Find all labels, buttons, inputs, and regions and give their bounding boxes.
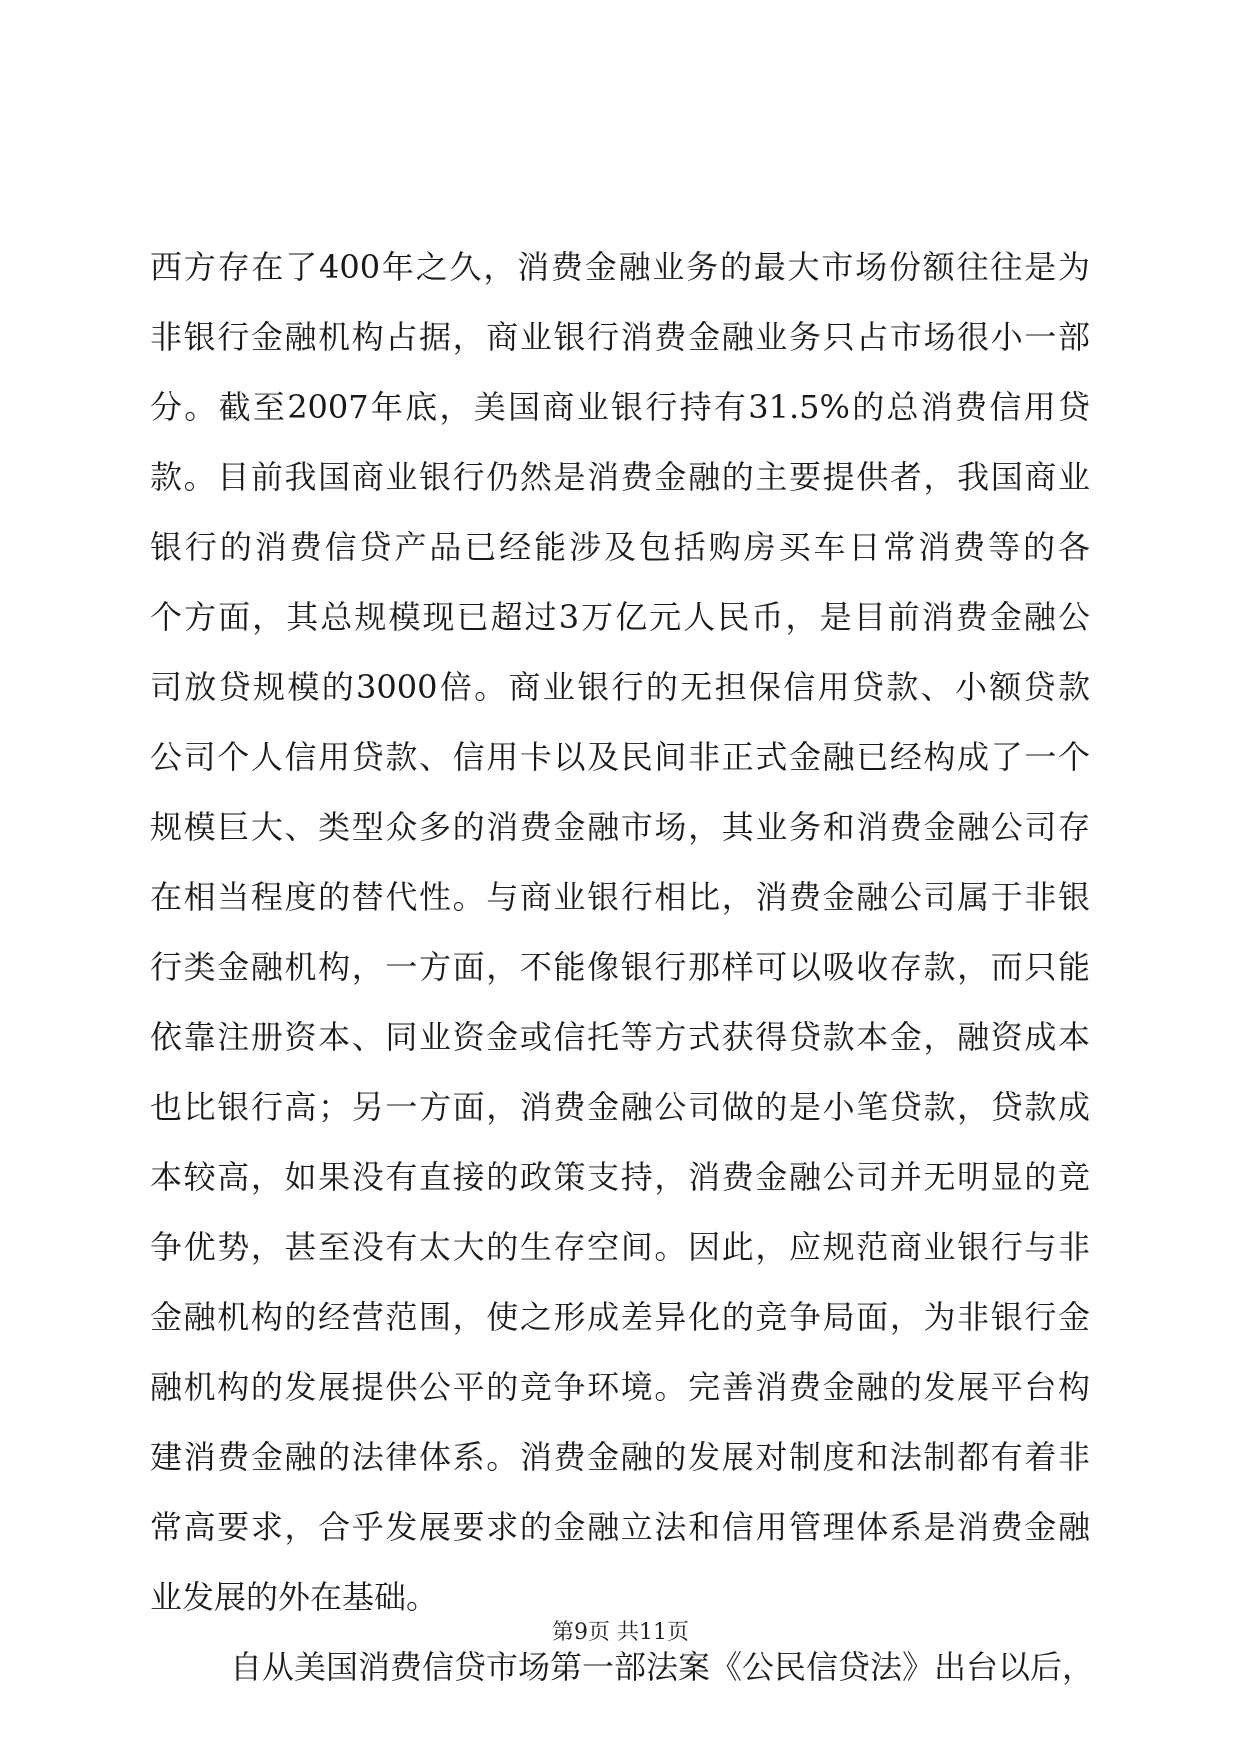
text-line: 非银行金融机构占据，商业银行消费金融业务只占市场很小一部: [150, 318, 1090, 356]
text-line: 依靠注册资本、同业资金或信托等方式获得贷款本金，融资成本: [150, 1018, 1090, 1056]
text-line: 司放贷规模的3000倍。商业银行的无担保信用贷款、小额贷款: [150, 668, 1090, 706]
text-line: 争优势，甚至没有太大的生存空间。因此，应规范商业银行与非: [150, 1228, 1090, 1266]
text-line: 行类金融机构，一方面，不能像银行那样可以吸收存款，而只能: [150, 948, 1090, 986]
page-number: 第9页 共11页: [552, 1620, 689, 1645]
text-line: 分。截至2007年底，美国商业银行持有31.5%的总消费信用贷: [150, 388, 1090, 426]
text-line: 也比银行高；另一方面，消费金融公司做的是小笔贷款，贷款成: [150, 1088, 1090, 1126]
text-line: 常高要求，合乎发展要求的金融立法和信用管理体系是消费金融: [150, 1508, 1090, 1546]
paragraph-1: [150, 232, 1090, 1632]
text-line: 自从美国消费信贷市场第一部法案《公民信贷法》出台以后，: [230, 1648, 1095, 1686]
text-line: 银行的消费信贷产品已经能涉及包括购房买车日常消费等的各: [150, 528, 1090, 566]
text-line: 在相当程度的替代性。与商业银行相比，消费金融公司属于非银: [150, 878, 1090, 916]
text-line: 个方面，其总规模现已超过3万亿元人民币，是目前消费金融公: [150, 598, 1090, 636]
text-line: 建消费金融的法律体系。消费金融的发展对制度和法制都有着非: [150, 1438, 1090, 1476]
text-line: 融机构的发展提供公平的竞争环境。完善消费金融的发展平台构: [150, 1368, 1090, 1406]
document-body: [150, 232, 1095, 1702]
text-line: 规模巨大、类型众多的消费金融市场，其业务和消费金融公司存: [150, 808, 1090, 846]
text-line: 款。目前我国商业银行仍然是消费金融的主要提供者，我国商业: [150, 458, 1090, 496]
text-line: 公司个人信用贷款、信用卡以及民间非正式金融已经构成了一个: [150, 738, 1090, 776]
text-line: 业发展的外在基础。: [150, 1578, 439, 1616]
text-line: 西方存在了400年之久，消费金融业务的最大市场份额往往是为: [150, 248, 1090, 286]
text-line: 金融机构的经营范围，使之形成差异化的竞争局面，为非银行金: [150, 1298, 1090, 1336]
text-line: 本较高，如果没有直接的政策支持，消费金融公司并无明显的竞: [150, 1158, 1090, 1196]
page-footer: [0, 1618, 1241, 1648]
